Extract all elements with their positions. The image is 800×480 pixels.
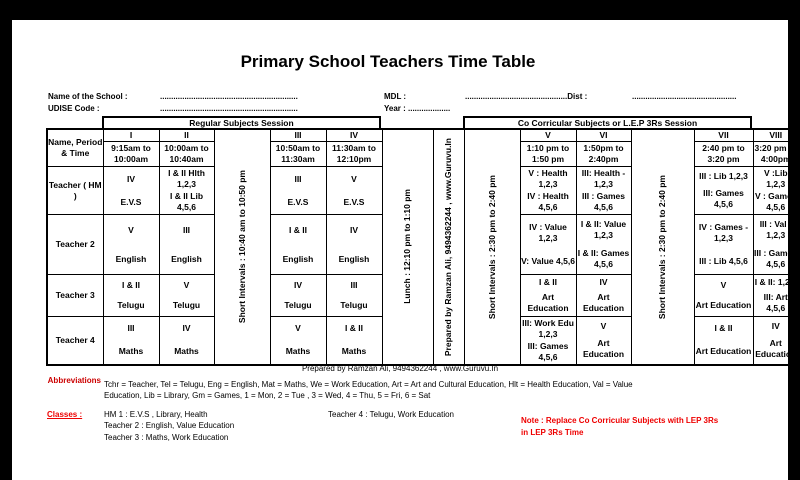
udise-label: UDISE Code : <box>48 104 100 113</box>
period-number-row <box>47 129 799 142</box>
lunch-break <box>382 129 433 365</box>
cell-subject: English <box>115 253 147 264</box>
cell-subject: English <box>171 253 202 264</box>
cell-subject: Art Education <box>695 300 752 310</box>
cell-class: III <box>182 224 191 235</box>
period-time <box>159 142 214 167</box>
mdl-dist-field: ..............................................Dist : <box>465 92 588 101</box>
cell-class: I & II: 1,2,3 <box>754 277 797 288</box>
cell-subject: Art Education <box>695 346 752 357</box>
time-start: 3:20 pm to <box>754 143 797 153</box>
cell-class: III : Val - 1,2,3 <box>759 219 792 240</box>
cell-class: V <box>600 320 607 331</box>
short-interval-label: Short Intervals : 2:30 pm to 2:40 pm <box>657 174 667 319</box>
abbreviations-text-2: Education, Lib = Library, Gm = Games, 1 = Mon, 2 = Tue , 3 = Wed, 4 = Thu, 5 = Fri, 6 = Sat <box>104 391 431 400</box>
timetable-cell <box>103 167 159 215</box>
cell-subject: V: Value 4,5,6 <box>521 256 575 267</box>
cell-class: V :Lib 1,2,3 <box>763 168 788 189</box>
cell-class: V <box>128 224 134 235</box>
prepared-by-credit <box>433 129 464 365</box>
period-number: VI <box>576 129 631 142</box>
cell-subject: III : Game - 4,5,6 <box>754 248 798 269</box>
timetable-cell <box>694 317 753 365</box>
short-interval-label: Short Intervals : 10:40 am to 10:50 pm <box>236 170 247 324</box>
cell-subject: Maths <box>174 346 199 357</box>
cell-class: IV <box>349 224 359 235</box>
period-time <box>326 142 382 167</box>
period-time <box>103 142 159 167</box>
cell-class: I & II <box>289 224 307 235</box>
time-end: 3:20 pm <box>707 154 740 164</box>
cell-class: III: Work Edu 1,2,3 <box>522 317 574 339</box>
cell-subject: Maths <box>118 346 144 357</box>
cell-class: IV : Value 1,2,3 <box>529 221 567 243</box>
timetable-cell <box>270 317 326 365</box>
timetable-cell <box>326 275 382 317</box>
timetable-cell <box>326 215 382 275</box>
cell-subject: III: Games 4,5,6 <box>703 188 744 210</box>
cell-subject: Art Education <box>582 291 625 313</box>
timetable-cell <box>520 275 576 317</box>
period-time <box>520 142 576 167</box>
cell-subject: IV : Health 4,5,6 <box>527 191 569 212</box>
timetable-cell <box>326 167 382 215</box>
year-label: Year : ................... <box>384 104 451 113</box>
classes-teacher-4: Teacher 4 : Telugu, Work Education <box>328 410 454 419</box>
cell-class: IV : Games - 1,2,3 <box>698 221 749 243</box>
mdl-label: MDL : <box>384 92 407 101</box>
cell-class: IV <box>293 280 303 290</box>
teacher-name: Teacher ( HM ) <box>47 167 103 215</box>
timetable-cell <box>520 317 576 365</box>
period-time <box>576 142 631 167</box>
cell-class: IV <box>771 320 780 331</box>
cell-class: V <box>720 280 727 290</box>
timetable-cell <box>159 215 214 275</box>
timetable-cell <box>326 317 382 365</box>
timetable-cell <box>694 275 753 317</box>
note-line-2: in LEP 3Rs Time <box>521 428 584 437</box>
cell-subject: Maths <box>341 346 367 357</box>
period-time <box>753 142 799 167</box>
cell-subject: I & II: Games 4,5,6 <box>577 248 630 269</box>
regular-session-header: Regular Subjects Session <box>102 116 381 128</box>
short-interval-2 <box>464 129 520 365</box>
timetable-cell <box>159 167 214 215</box>
time-end: 11:30am <box>281 154 315 164</box>
classes-teacher-3: Teacher 3 : Maths, Work Education <box>104 433 229 442</box>
period-number: VII <box>694 129 753 142</box>
cell-class: V : Health 1,2,3 <box>528 168 568 189</box>
cell-subject: English <box>282 253 314 264</box>
cell-class: V <box>351 173 357 184</box>
time-end: 2:40pm <box>588 154 619 164</box>
period-time <box>270 142 326 167</box>
lunch-label: Lunch : 12:10 pm to 1:10 pm <box>402 189 412 305</box>
timetable-cell <box>520 167 576 215</box>
cell-subject: E.V.S <box>120 196 142 207</box>
timetable-cell <box>576 167 631 215</box>
cell-subject: E.V.S <box>343 196 365 207</box>
timetable-cell <box>103 215 159 275</box>
classes-hm: HM 1 : E.V.S , Library, Health <box>104 410 208 419</box>
timetable-cell <box>103 317 159 365</box>
school-name-field: .............................................................. <box>160 92 298 101</box>
udise-field: .............................................................. <box>160 104 298 113</box>
teacher-name: Teacher 2 <box>47 215 103 275</box>
cell-subject: E.V.S <box>287 196 309 207</box>
cell-class: I & II Hlth 1,2,3 <box>168 168 205 189</box>
period-number: VIII <box>753 129 799 142</box>
cell-class: IV <box>599 277 608 288</box>
timetable-cell <box>159 317 214 365</box>
school-name-label: Name of the School : <box>48 92 128 101</box>
cell-class: I & II <box>345 323 363 334</box>
cell-subject: Maths <box>285 346 311 357</box>
abbreviations-label: Abbreviations <box>47 376 101 385</box>
cell-subject: Telugu <box>172 300 201 310</box>
cell-subject: Art Education <box>582 338 625 359</box>
time-end: 4:00pm <box>760 154 791 164</box>
cell-class: V <box>295 323 301 334</box>
time-start: 1:50pm to <box>583 143 624 153</box>
teacher-name: Teacher 3 <box>47 275 103 317</box>
cell-class: III: Health - 1,2,3 <box>581 168 626 189</box>
dist-field: ............................................... <box>632 92 737 101</box>
timetable-cell <box>753 317 799 365</box>
timetable-cell <box>103 275 159 317</box>
timetable-cell <box>694 215 753 275</box>
cell-class: IV <box>126 173 136 184</box>
cell-subject: III : Games 4,5,6 <box>582 191 625 212</box>
cell-subject: English <box>338 253 370 264</box>
cell-subject: Telugu <box>284 300 312 310</box>
cell-class: III <box>294 173 302 184</box>
timetable-cell <box>576 275 631 317</box>
note-line-1: Note : Replace Co Corricular Subjects with LEP 3Rs <box>521 416 719 425</box>
period-number: III <box>270 129 326 142</box>
timetable-cell <box>270 275 326 317</box>
period-number: V <box>520 129 576 142</box>
cell-subject: Telugu <box>340 300 368 310</box>
cell-class: V <box>183 280 190 290</box>
period-time <box>694 142 753 167</box>
timetable-cell <box>753 167 799 215</box>
timetable-cell <box>576 317 631 365</box>
timetable-cell <box>159 275 214 317</box>
time-end: 10:40am <box>169 154 204 164</box>
cell-class: I & II <box>122 280 140 290</box>
cell-class: III <box>350 280 358 290</box>
period-number: I <box>103 129 159 142</box>
cell-class: I & II <box>539 277 557 288</box>
cell-class: III <box>127 323 135 334</box>
cell-subject: I & II Lib 4,5,6 <box>169 191 204 212</box>
time-end: 1:50 pm <box>531 154 565 164</box>
cell-subject: Telugu <box>117 300 145 310</box>
short-interval-label: Short Intervals : 2:30 pm to 2:40 pm <box>486 174 497 319</box>
time-start: 9:15am to <box>111 143 151 153</box>
cell-class: IV <box>182 323 191 334</box>
timetable-cell <box>694 167 753 215</box>
period-number: II <box>159 129 214 142</box>
page-title: Primary School Teachers Time Table <box>240 52 536 71</box>
cell-subject: III: Art 4,5,6 <box>763 291 788 313</box>
cell-class: I & II: Value 1,2,3 <box>580 219 627 240</box>
time-end: 10:00am <box>113 154 149 164</box>
cell-class: I & II <box>714 323 733 334</box>
time-start: 11:30am to <box>332 143 376 153</box>
timetable-cell <box>753 275 799 317</box>
short-interval-2 <box>631 129 694 365</box>
timetable-cell <box>576 215 631 275</box>
corner-header: Name, Period & Time <box>47 129 103 167</box>
time-start: 1:10 pm to <box>526 143 570 153</box>
cell-subject: V : Games 4,5,6 <box>754 191 797 212</box>
cell-class: III : Lib 1,2,3 <box>699 170 748 181</box>
timetable-cell <box>753 215 799 275</box>
prepared-by-label: Prepared by Ramzan Ali, 9494362244 , www.Guruvu.In <box>443 137 453 356</box>
prepared-by-footer: Prepared by Ramzan Ali, 9494362244 , www.Guruvu.In <box>301 364 499 373</box>
cell-subject: III: Games 4,5,6 <box>527 340 569 362</box>
cell-subject: Art Education <box>527 291 569 313</box>
classes-label: Classes : <box>47 410 83 419</box>
cocurricular-session-header: Co Corricular Subjects or L.E.P 3Rs Session <box>463 116 752 128</box>
time-start: 10:00am to <box>164 143 209 153</box>
time-end: 12:10pm <box>336 154 372 164</box>
timetable-cell <box>270 215 326 275</box>
time-start: 10:50am to <box>275 143 321 153</box>
classes-teacher-2: Teacher 2 : English, Value Education <box>104 421 235 430</box>
period-number: IV <box>326 129 382 142</box>
teacher-name: Teacher 4 <box>47 317 103 365</box>
cell-subject: Art Education <box>755 338 797 359</box>
short-interval-1 <box>214 129 270 365</box>
time-start: 2:40 pm to <box>702 143 745 153</box>
cell-subject: III : Lib 4,5,6 <box>699 256 748 267</box>
timetable-cell <box>520 215 576 275</box>
timetable <box>46 128 800 366</box>
timetable-cell <box>270 167 326 215</box>
abbreviations-text: Tchr = Teacher, Tel = Telugu, Eng = English, Mat = Maths, We = Work Education, Art = Art and Cultural Education, Hlt = Health Education, Val = Value <box>104 380 633 389</box>
